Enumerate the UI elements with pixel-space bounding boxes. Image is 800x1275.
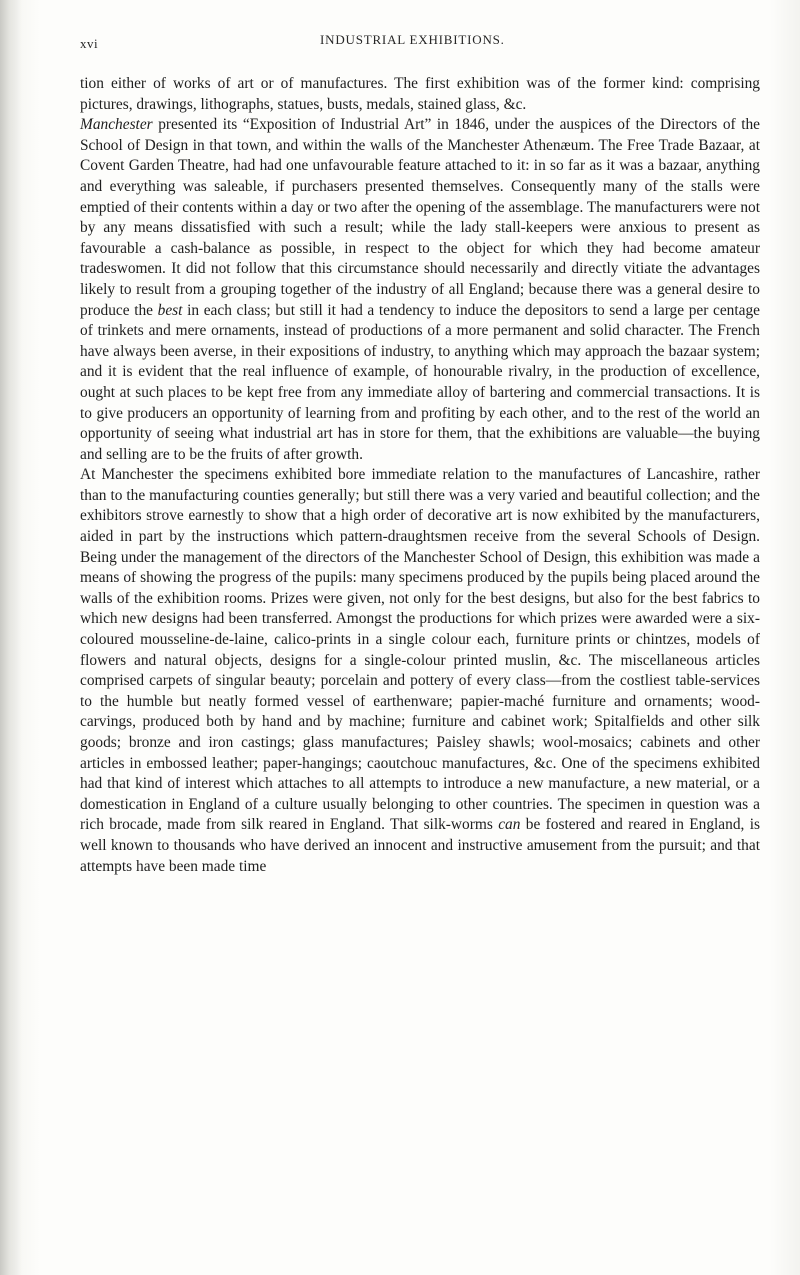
text-segment: in each class; but still it had a tendency to induce the depositors to send a large per centage of trinkets and mere ornaments, instead of productions of a more permanent and solid character. The French have always been averse, in their expositions of industry, to anything which may approach the bazaar system; and it is evident that the real influence of example, of honourable rivalry, in the production of excellence, ought at such places to be kept free from any immediate alloy of bartering and commercial transactions. It is to give producers an opportunity of learning from and profiting by each other, and to the rest of the world an opportunity of seeing what industrial art has in store for them, that the exhibitions are valuable—the buying and selling are to be the fruits of after growth.: [80, 301, 761, 463]
text-segment-italic: Manchester: [80, 116, 153, 134]
running-head: INDUSTRIAL EXHIBITIONS.: [320, 32, 505, 47]
paragraph-1: [80, 74, 760, 115]
page-number: xvi: [80, 36, 99, 51]
page-gutter-shadow: [0, 0, 22, 1275]
text-segment: be fostered and reared in England, is well known to thousands who have derived an innocent and instructive amusement from the pursuit; and that attempts have been made time: [80, 816, 760, 875]
text-segment: tion either of works of art or of manufactures. The first exhibition was of the former kind: comprising pictures, drawings, lithographs, statues, busts, medals, stained glass, &c.: [80, 75, 760, 113]
body-text: [80, 74, 760, 877]
page-header: [80, 32, 770, 54]
text-segment: At Manchester the specimens exhibited bore immediate relation to the manufactures of Lancashire, rather than to the manufacturing counties generally; but still there was a very varied and beautiful collection; and the exhibitors strove earnestly to show that a high order of decorative art is now exhibited by the manufacturers, aided in part by the instructions which pattern-draughtsmen receive from the several Schools of Design. Being under the management of the directors of the Manchester School of Design, this exhibition was made a means of showing the progress of the pupils: many specimens produced by the pupils being placed around the walls of the exhibition rooms. Prizes were given, not only for the best designs, but also for the best fabrics to which new designs had been transferred. Amongst the productions for which prizes were awarded were a six-coloured mousseline-de-laine, calico-prints in a single colour each, furniture prints or chintzes, models of flowers and natural objects, designs for a single-colour printed muslin, &c. The miscellaneous articles comprised carpets of singular beauty; porcelain and pottery of every class—from the costliest table-services to the humble but neatly formed vessel of earthenware; papier-maché furniture and ornaments; wood-carvings, produced both by hand and by machine; furniture and cabinet work; Spitalfields and other silk goods; bronze and iron castings; glass manufactures; Paisley shawls; wool-mosaics; cabinets and other articles in embossed leather; paper-hangings; caoutchouc manufactures, &c. One of the specimens exhibited had that kind of interest which attaches to all attempts to introduce a new manufacture, a new material, or a domestication in England of a culture usually belonging to other countries. The specimen in question was a rich brocade, made from silk reared in England. That silk-worms: [80, 466, 760, 834]
paragraph-3: [80, 465, 760, 877]
paragraph-2: [80, 115, 760, 465]
text-segment-italic: can: [498, 816, 521, 834]
text-segment-italic: best: [157, 301, 183, 319]
text-segment: presented its “Exposition of Industrial Art” in 1846, under the auspices of the Directors of the School of Design in that town, and within the walls of the Manchester Athenæum. The Free Trade Bazaar, at Covent Garden Theatre, had had one unfavourable feature attached to it: in so far as it was a bazaar, anything and everything was saleable, if purchasers presented themselves. Consequently many of the stalls were emptied of their contents within a day or two after the opening of the assemblage. The manufacturers were not by any means dissatisfied with such a result; while the lady stall-keepers were anxious to present as favourable a cash-balance as possible, in respect to the object for which they had become amateur tradeswomen. It did not follow that this circumstance should necessarily and directly vitiate the advantages likely to result from a grouping together of the industry of all England; because there was a general desire to produce the: [80, 116, 760, 319]
